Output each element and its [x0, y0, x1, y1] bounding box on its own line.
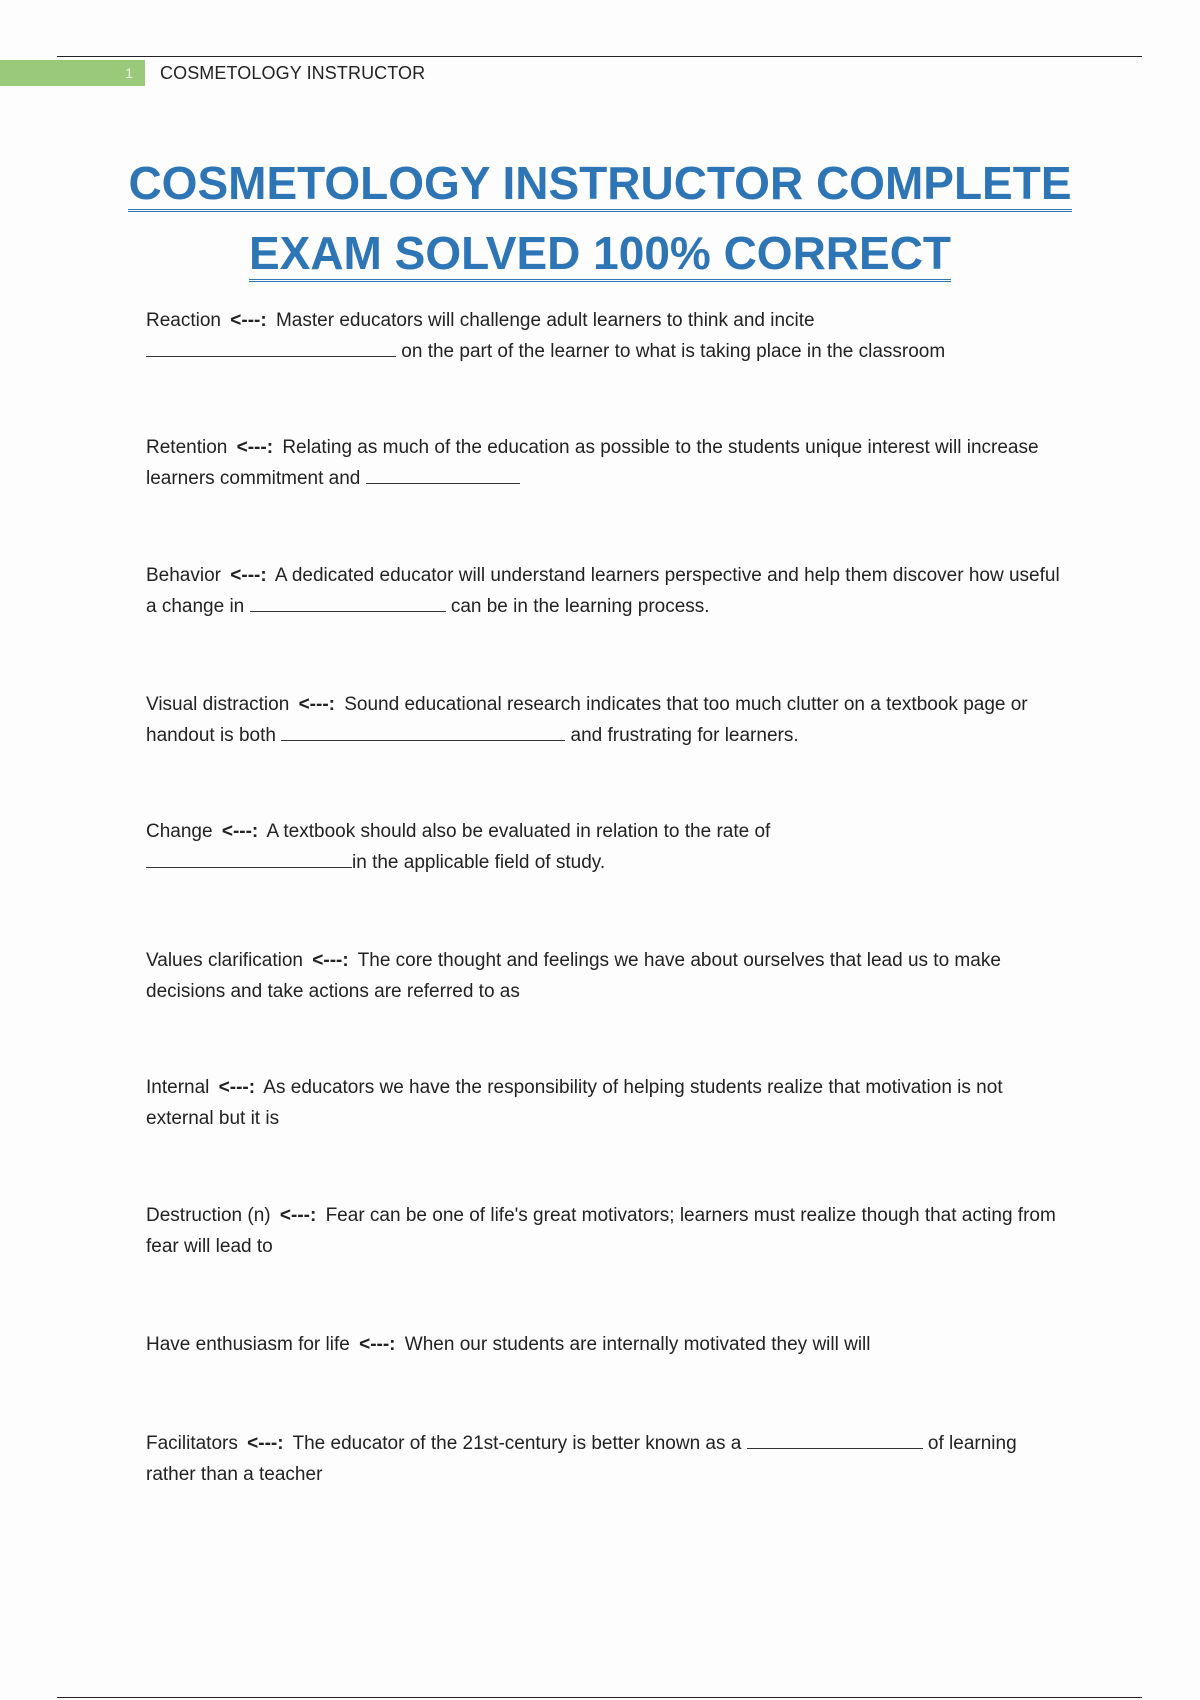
qa-item — [146, 560, 1066, 622]
answer-blank — [281, 720, 565, 741]
answer-term: Internal — [146, 1077, 210, 1098]
question-text-cont: and frustrating for learners. — [570, 725, 799, 746]
question-text: The educator of the 21st-century is better known as a — [292, 1433, 742, 1454]
answer-blank — [747, 1428, 923, 1449]
header-rule — [57, 56, 1142, 57]
title-line-2: EXAM SOLVED 100% CORRECT — [249, 227, 951, 282]
separator-arrow: <---: — [230, 565, 267, 586]
qa-item — [146, 1329, 1066, 1360]
separator-arrow: <---: — [236, 437, 274, 458]
question-text: Sound educational research indicates that too much clutter on a textbook page or handout is both — [146, 694, 1028, 746]
qa-item — [146, 1428, 1066, 1490]
question-text-cont: of learning rather than a teacher — [146, 1433, 1017, 1485]
page-number-tab: 1 — [0, 60, 145, 86]
question-text: Fear can be one of life's great motivators; learners must realize though that acting from fear will lead to — [146, 1205, 1056, 1257]
qa-item — [146, 432, 1066, 494]
separator-arrow: <---: — [221, 821, 259, 842]
answer-term: Behavior — [146, 565, 221, 586]
answer-term: Retention — [146, 437, 228, 458]
qa-item — [146, 1072, 1066, 1134]
qa-item — [146, 689, 1066, 751]
question-text-cont: on the part of the learner to what is taking place in the classroom — [401, 341, 946, 362]
qa-item — [146, 945, 1066, 1007]
running-header: COSMETOLOGY INSTRUCTOR — [160, 63, 426, 83]
separator-arrow: <---: — [312, 950, 349, 971]
answer-blank — [366, 463, 520, 484]
separator-arrow: <---: — [218, 1077, 256, 1098]
answer-blank — [146, 336, 396, 357]
separator-arrow: <---: — [247, 1433, 284, 1454]
answer-term: Destruction (n) — [146, 1205, 271, 1226]
qa-item — [146, 305, 1066, 367]
answer-blank — [250, 591, 446, 612]
qa-item — [146, 816, 1066, 878]
separator-arrow: <---: — [359, 1334, 396, 1355]
question-text-cont: can be in the learning process. — [450, 596, 710, 617]
answer-term: Facilitators — [146, 1433, 238, 1454]
question-text: A dedicated educator will understand learners perspective and help them discover how useful a change in — [146, 565, 1060, 617]
separator-arrow: <---: — [279, 1205, 317, 1226]
document-title — [100, 148, 1100, 288]
question-text: Relating as much of the education as possible to the students unique interest will increase learners commitment and — [146, 437, 1039, 489]
answer-term: Change — [146, 821, 213, 842]
question-text: When our students are internally motivated they will will — [404, 1334, 871, 1355]
question-text: A textbook should also be evaluated in relation to the rate of — [266, 821, 771, 842]
question-text: As educators we have the responsibility of helping students realize that motivation is not external but it is — [146, 1077, 1003, 1129]
question-text: The core thought and feelings we have about ourselves that lead us to make decisions and take actions are referred to as — [146, 950, 1001, 1002]
qa-item — [146, 1200, 1066, 1262]
answer-term: Visual distraction — [146, 694, 290, 715]
answer-term: Values clarification — [146, 950, 304, 971]
separator-arrow: <---: — [298, 694, 335, 715]
answer-term: Reaction — [146, 310, 221, 331]
footer-rule — [57, 1697, 1142, 1698]
title-line-1: COSMETOLOGY INSTRUCTOR COMPLETE — [128, 157, 1071, 212]
question-text: Master educators will challenge adult learners to think and incite — [275, 310, 815, 331]
question-text-cont: in the applicable field of study. — [352, 852, 606, 873]
answer-blank — [146, 847, 352, 868]
separator-arrow: <---: — [230, 310, 267, 331]
answer-term: Have enthusiasm for life — [146, 1334, 350, 1355]
